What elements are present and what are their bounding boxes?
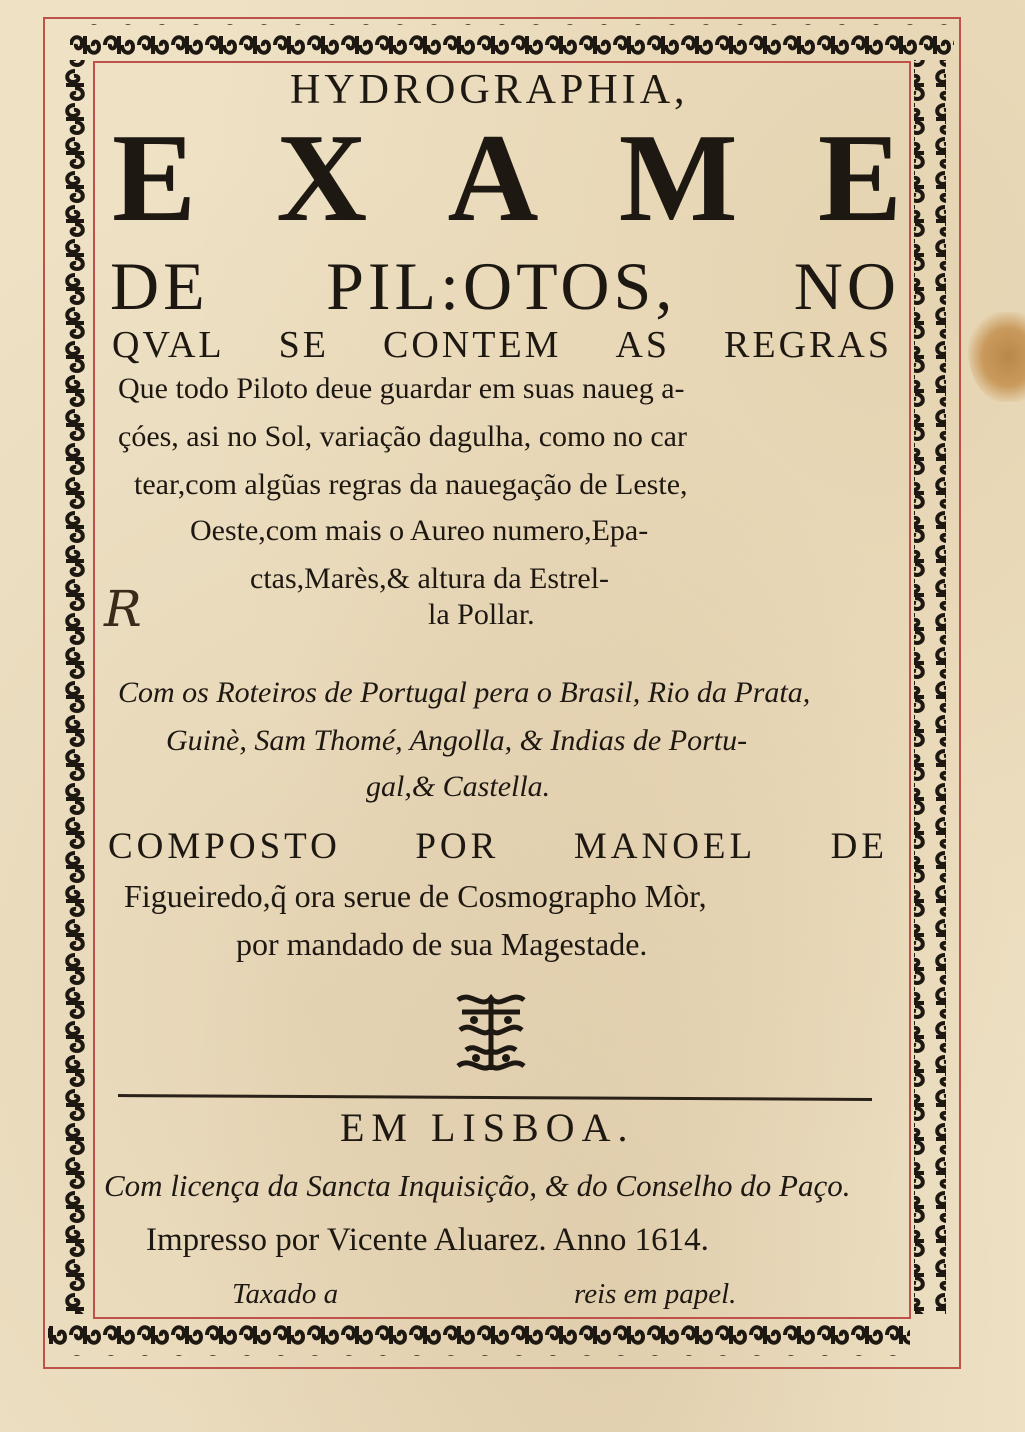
roteiros-line: Com os Roteiros de Portugal pera o Brasil, Rio da Prata, (118, 676, 811, 709)
title-word: REGRAS (724, 324, 892, 366)
printers-ornament (452, 990, 530, 1074)
subtitle-hydrographia: HYDROGRAPHIA, (290, 67, 689, 113)
description-line: tear,com algũas regras da nauegação de Leste, (134, 468, 688, 501)
title-word: CONTEM (383, 324, 562, 366)
imprint-printer: Impresso por Vicente Aluarez. Anno 1614. (146, 1222, 709, 1258)
main-title-exame (112, 109, 902, 248)
handwritten-mark: R (104, 580, 142, 638)
horizontal-rule (118, 1094, 872, 1101)
title-word: DE (110, 248, 209, 324)
description-line: la Pollar. (428, 598, 535, 631)
tax-note-left: Taxado a (232, 1278, 339, 1310)
roteiros-line: gal,& Castella. (366, 770, 551, 803)
title-word: PIL:OTOS, (326, 248, 677, 324)
composto-line (108, 828, 888, 865)
description-line: ctas,Marès,& altura da Estrel- (250, 562, 610, 595)
title-qual-se-contem (112, 326, 892, 364)
exame-letter: A (447, 109, 539, 248)
title-word: QVAL (112, 324, 225, 366)
title-word: AS (615, 324, 671, 366)
author-line: por mandado de sua Magestade. (236, 926, 648, 962)
author-word: POR (415, 826, 500, 867)
tax-note-right: reis em papel. (574, 1278, 737, 1310)
description-line: Que todo Piloto deue guardar em suas naueg a- (118, 372, 685, 405)
exame-letter: E (112, 109, 197, 248)
exame-letter: M (618, 109, 738, 248)
title-word: SE (278, 324, 329, 366)
imprint-licence: Com licença da Sancta Inquisição, & do Conselho do Paço. (104, 1168, 851, 1203)
description-line: çóes, asi no Sol, variação dagulha, como no car (118, 420, 687, 453)
author-word: DE (830, 826, 888, 867)
title-word: NO (793, 248, 900, 324)
author-word: MANOEL (573, 826, 757, 867)
exame-letter: E (817, 109, 902, 248)
title-de-pilotos (110, 248, 900, 324)
imprint-place: EM LISBOA. (340, 1105, 635, 1150)
roteiros-line: Guinè, Sam Thomé, Angolla, & Indias de Portu- (166, 724, 748, 757)
author-word: COMPOSTO (108, 826, 341, 867)
author-line: Figueiredo,q̃ ora serue de Cosmographo Mòr, (124, 878, 707, 914)
exame-letter: X (276, 109, 368, 248)
description-line: Oeste,com mais o Aureo numero,Epa- (190, 514, 649, 547)
